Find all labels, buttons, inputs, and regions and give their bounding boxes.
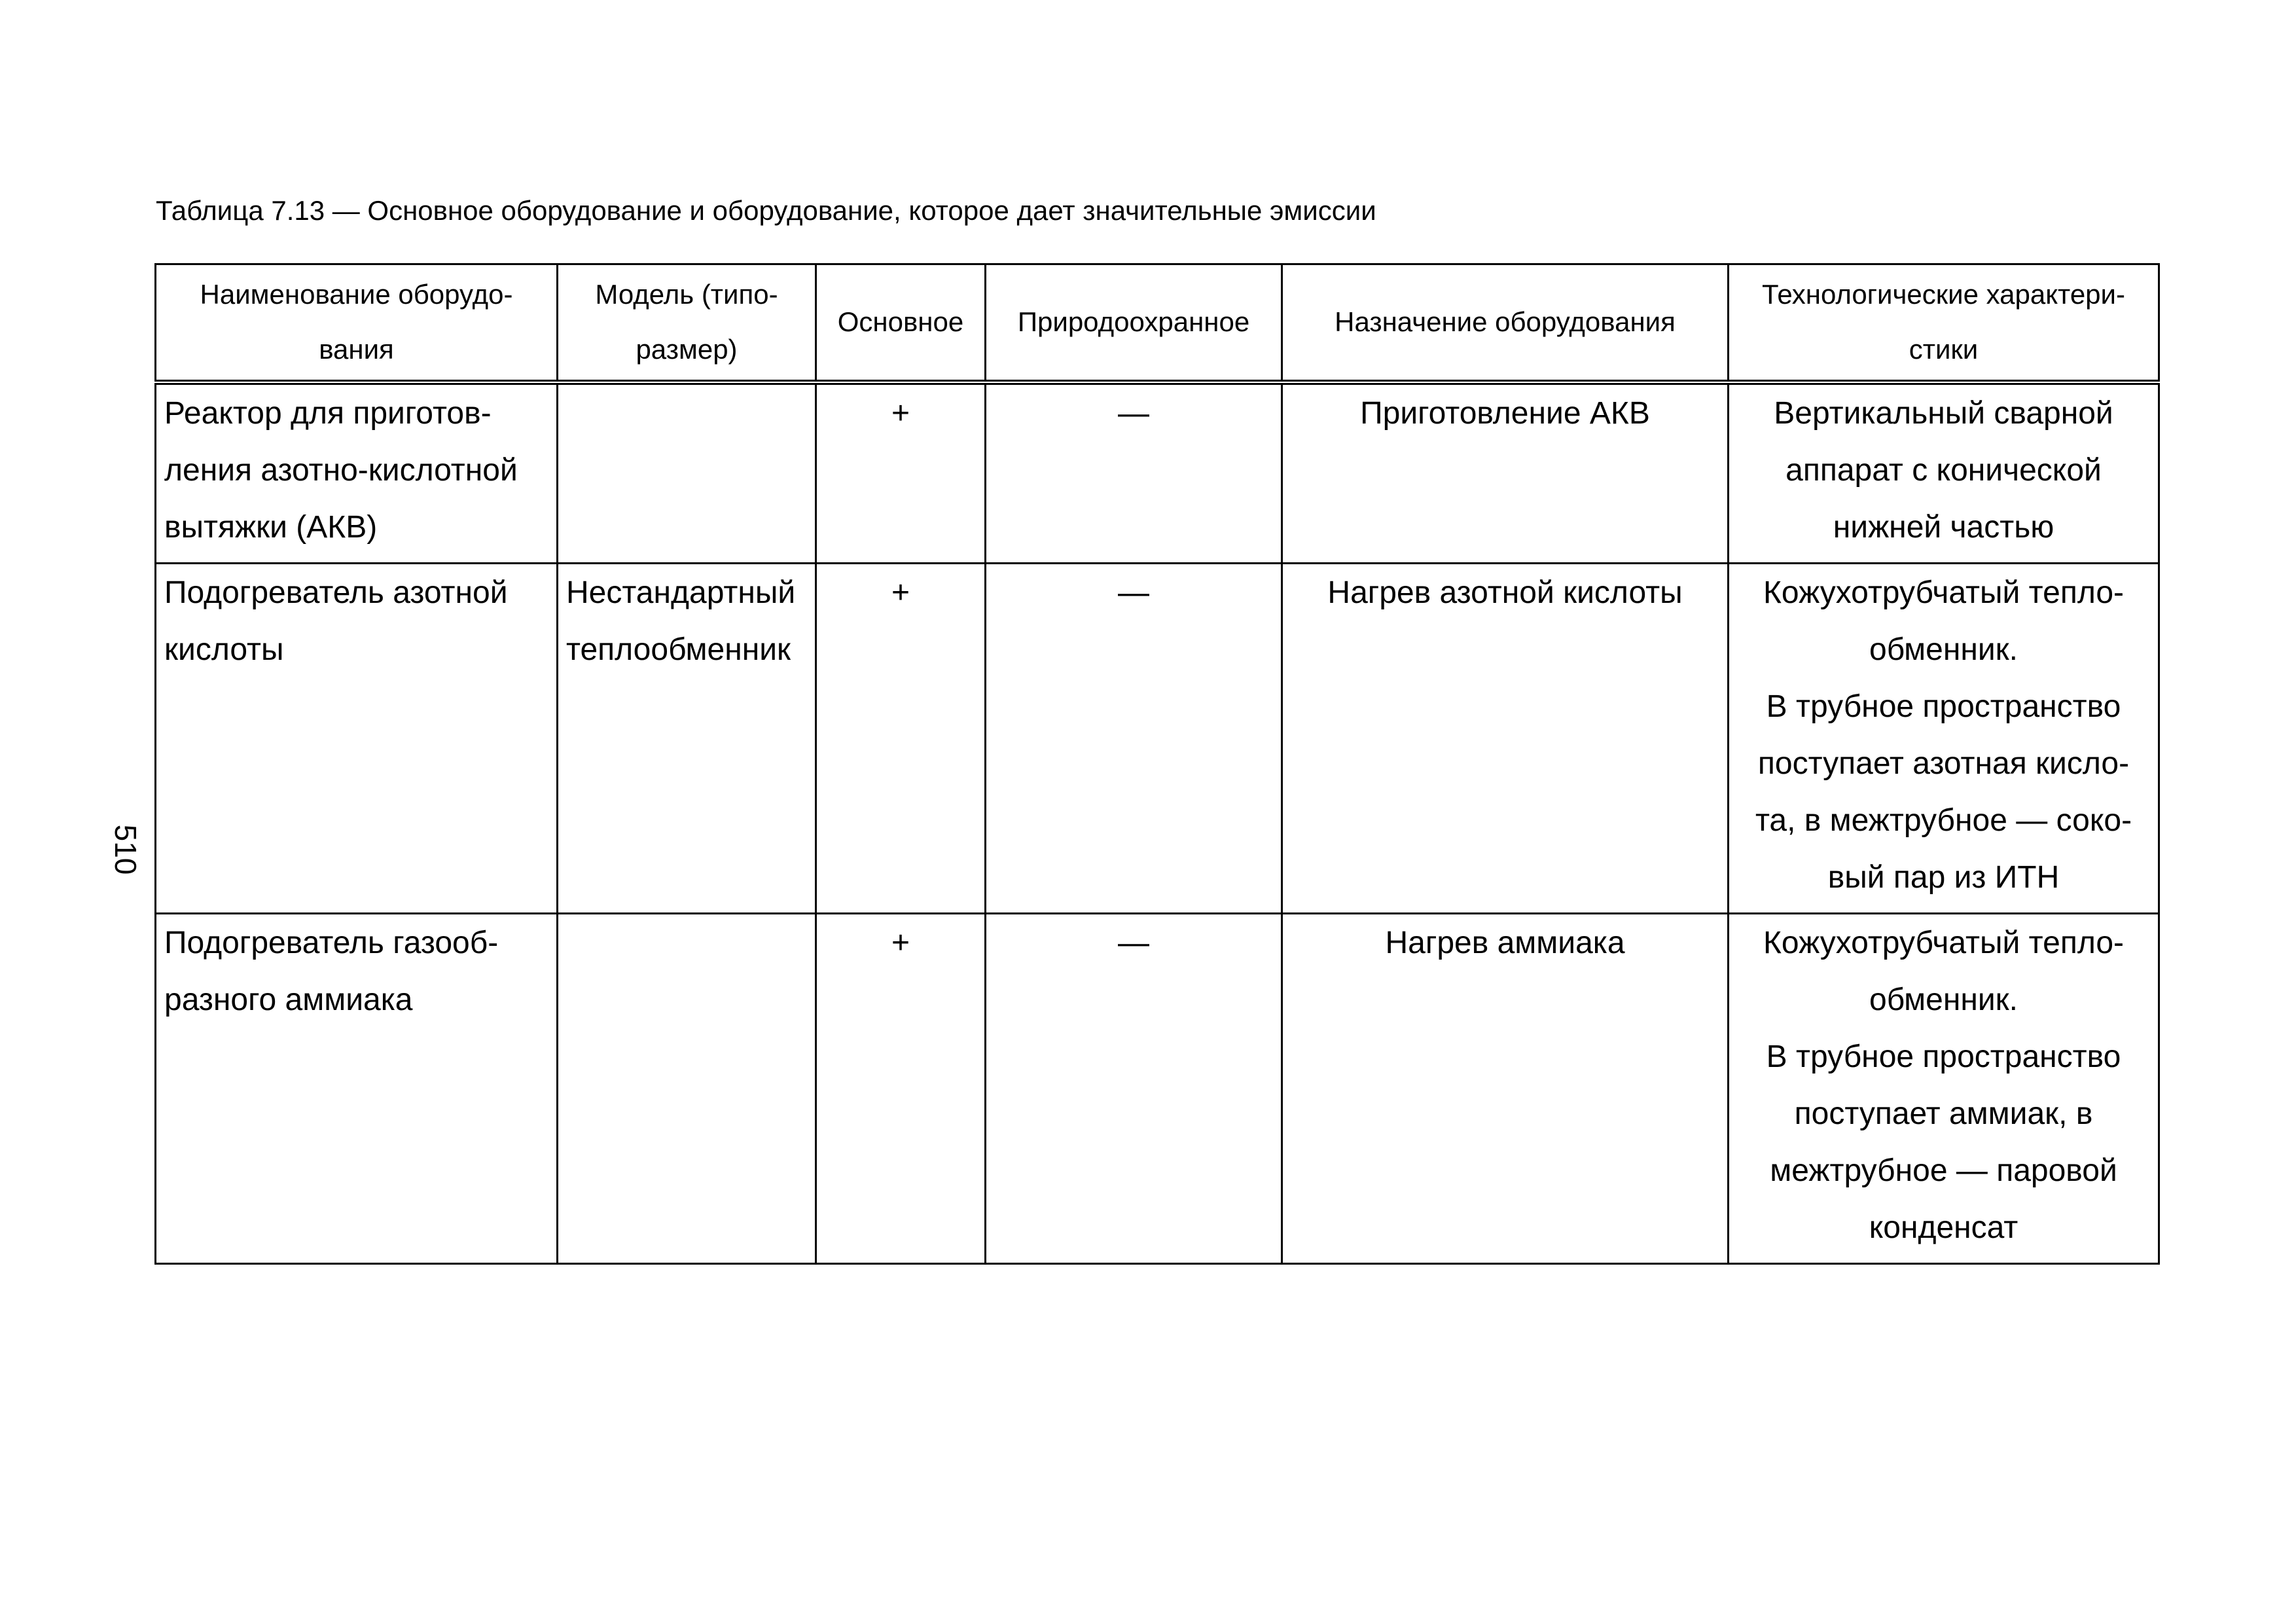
header-specs: Технологические характери- стики bbox=[1729, 264, 2159, 382]
cell-main: + bbox=[816, 563, 986, 913]
cell-specs: Кожухотрубчатый тепло- обменник. В трубное пространство поступает азотная кисло- та, в межтрубное — соко- вый пар из ИТН bbox=[1729, 563, 2159, 913]
header-purpose: Назначение оборудования bbox=[1282, 264, 1729, 382]
table-caption: Таблица 7.13 — Основное оборудование и оборудование, которое дает значительные эмиссии bbox=[156, 195, 1376, 226]
cell-purpose: Нагрев азотной кислоты bbox=[1282, 563, 1729, 913]
cell-specs: Вертикальный сварной аппарат с конической нижней частью bbox=[1729, 382, 2159, 564]
cell-main: + bbox=[816, 382, 986, 564]
cell-main: + bbox=[816, 913, 986, 1263]
cell-name: Подогреватель газооб- разного аммиака bbox=[156, 913, 558, 1263]
cell-environmental: — bbox=[986, 563, 1282, 913]
cell-model bbox=[558, 382, 816, 564]
page-number: 510 bbox=[109, 824, 143, 875]
header-model: Модель (типо- размер) bbox=[558, 264, 816, 382]
cell-purpose: Нагрев аммиака bbox=[1282, 913, 1729, 1263]
table-row bbox=[156, 382, 2159, 564]
cell-environmental: — bbox=[986, 382, 1282, 564]
table-header-row bbox=[156, 264, 2159, 382]
table-row bbox=[156, 563, 2159, 913]
equipment-table bbox=[154, 263, 2160, 1265]
table-row bbox=[156, 913, 2159, 1263]
cell-model bbox=[558, 913, 816, 1263]
cell-specs: Кожухотрубчатый тепло- обменник. В трубное пространство поступает аммиак, в межтрубное — паровой конденсат bbox=[1729, 913, 2159, 1263]
cell-name: Подогреватель азотной кислоты bbox=[156, 563, 558, 913]
header-environmental: Природоохранное bbox=[986, 264, 1282, 382]
cell-model: Нестандартный теплообменник bbox=[558, 563, 816, 913]
header-name: Наименование оборудо- вания bbox=[156, 264, 558, 382]
header-main: Основное bbox=[816, 264, 986, 382]
cell-purpose: Приготовление АКВ bbox=[1282, 382, 1729, 564]
cell-name: Реактор для приготов- ления азотно-кислотной вытяжки (АКВ) bbox=[156, 382, 558, 564]
cell-environmental: — bbox=[986, 913, 1282, 1263]
